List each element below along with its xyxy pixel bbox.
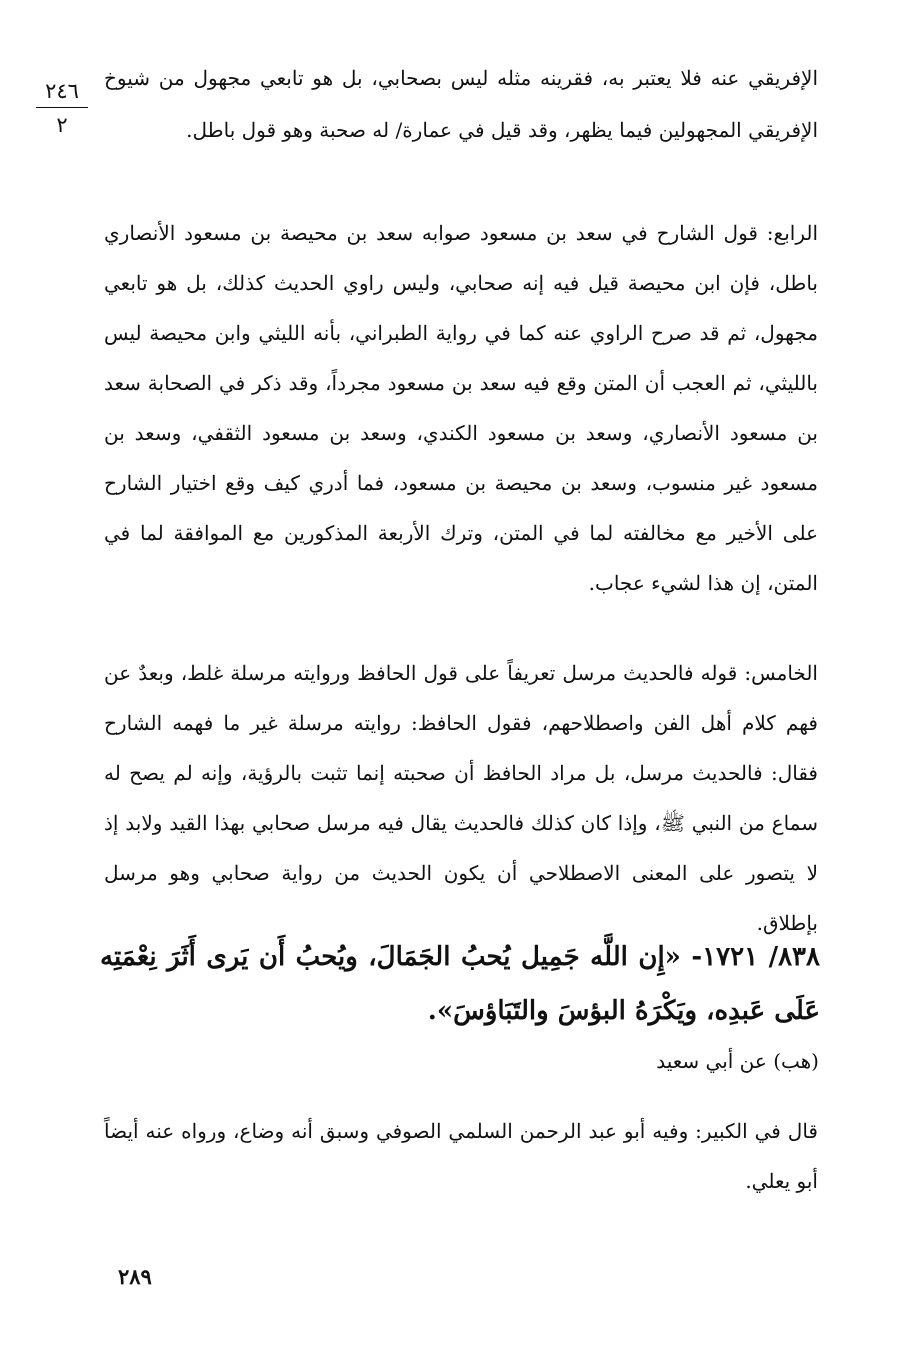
paragraph-commentary: قال في الكبير: وفيه أبو عبد الرحمن السلمي الصوفي وسبق أنه وضاع، ورواه عنه أيضاً أبو يعلي. [104, 1119, 818, 1193]
paragraph-fourth-point: الرابع: قول الشارح في سعد بن مسعود صوابه سعد بن محيصة بن مسعود الأنصاري باطل، فإن ابن محيصة قيل فيه إنه صحابي، وليس راوي الحديث كذلك، بل هو تابعي مجهول، ثم قد صرح الراوي عنه كما في رواية الطبراني، بأنه الليثي وابن محيصة ليس بالليثي، ثم العجب أن المتن وقع فيه سعد بن مسعود مجرداً، وقد ذكر في الصحابة سعد بن مسعود الأنصاري، وسعد بن مسعود الكندي، وسعد بن مسعود الثقفي، وسعد بن مسعود غير منسوب، وسعد بن محيصة بن مسعود، فما أدري كيف وقع اختيار الشارح على الأخير مع مخالفته لما في المتن، وترك الأربعة المذكورين مع الموافقة لما في المتن، إن هذا لشيء عجاب. [104, 221, 818, 595]
margin-reference-volume: ٢ [56, 113, 68, 137]
paragraph-continuation: الإفريقي عنه فلا يعتبر به، فقرينه مثله ليس بصحابي، بل هو تابعي مجهول من شيوخ الإفريقي المجهولين فيما يظهر، وقد قيل في عمارة/ له صحبة وهو قول باطل. [104, 66, 818, 142]
paragraph-fifth-point: الخامس: قوله فالحديث مرسل تعريفاً على قول الحافظ وروايته مرسلة غلط، وبعدٌ عن فهم كلام أهل الفن واصطلاحهم، فقول الحافظ: روايته مرسلة غير ما فهمه الشارح فقال: فالحديث مرسل، بل مراد الحافظ أن صحبته إنما تثبت بالرؤية، وإنه لم يصح له سماع من النبي ﷺ، وإذا كان كذلك فالحديث يقال فيه مرسل صحابي بهذا القيد ولابد إذ لا يتصور على المعنى الاصطلاحي أن يكون الحديث من رواية صحابي وهو مرسل بإطلاق. [104, 661, 818, 935]
hadith-source: (هب) عن أبي سعيد [656, 1049, 819, 1073]
margin-reference [36, 78, 88, 138]
margin-reference-volume-page: ٢٤٦ [36, 78, 88, 108]
hadith-text: ٨٣٨/ ١٧٢١- «إِن اللَّه جَمِيل يُحبُ الجَمَالَ، ويُحبُ أَن يَرى أَثَرَ نِعْمَتِه عَلَى عَبدِه، ويَكْرَهُ البؤسَ والتَبَاؤسَ». [100, 942, 820, 1026]
page-number: ٢٨٩ [118, 1264, 152, 1289]
